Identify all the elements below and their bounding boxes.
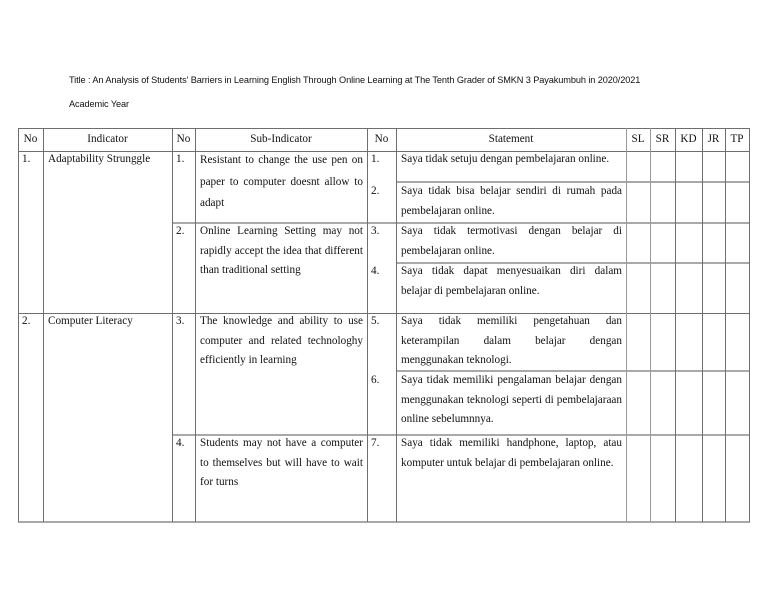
- col-border: [626, 128, 627, 522]
- statement-text: Saya tidak bisa belajar sendiri di rumah pada pembelajaran online.: [401, 185, 622, 217]
- col-border: [749, 128, 750, 522]
- statement-text: Saya tidak memiliki pengetahuan dan keterampilan dalam belajar dengan menggunakan teknologi.: [401, 315, 622, 366]
- col-border: [195, 128, 196, 522]
- sub-indicator-label: Resistant to change the use pen on paper to computer doesnt allow to adapt: [200, 154, 363, 209]
- header-kd: KD: [680, 133, 697, 145]
- indicator-no: 2.: [22, 315, 31, 327]
- statement-no: 6.: [371, 374, 380, 386]
- statement-no: 7.: [371, 437, 380, 449]
- header-no: No: [176, 133, 191, 145]
- title-line-2: Academic Year: [69, 99, 129, 109]
- indicator-no: 1.: [22, 153, 31, 165]
- col-border: [172, 128, 173, 522]
- col-border: [702, 128, 703, 522]
- header-sl: SL: [631, 133, 645, 145]
- statement-no: 2.: [371, 185, 380, 197]
- sub-indicator-label: Students may not have a computer to themselves but will have to wait for turns: [200, 437, 363, 488]
- statement-text: Saya tidak setuju dengan pembelajaran online.: [401, 153, 610, 165]
- header-jr: JR: [707, 133, 720, 145]
- header-sr: SR: [655, 133, 670, 145]
- sub-indicator-label: Online Learning Setting may not rapidly accept the idea that different than traditional setting: [200, 225, 363, 276]
- col-border: [396, 128, 397, 522]
- table-border-top: [18, 128, 750, 129]
- sub-indicator-no: 1.: [176, 153, 185, 165]
- statement-text: Saya tidak memiliki handphone, laptop, atau komputer untuk belajar di pembelajaran online.: [401, 437, 622, 469]
- statement-no: 3.: [371, 225, 380, 237]
- statement-text: Saya tidak dapat menyesuaikan diri dalam belajar di pembelajaran online.: [401, 265, 622, 297]
- col-border: [675, 128, 676, 522]
- statement-no: 4.: [371, 265, 380, 277]
- statement-no: 1.: [371, 153, 380, 165]
- indicator-label: Computer Literacy: [48, 315, 133, 327]
- header-tp: TP: [730, 133, 744, 145]
- header-no: No: [374, 133, 389, 145]
- sub-indicator-no: 3.: [176, 315, 185, 327]
- col-border: [650, 128, 651, 522]
- col-border: [43, 128, 44, 522]
- indicator-label: Adaptability Strunggle: [48, 153, 151, 165]
- sub-indicator-label: The knowledge and ability to use computer and related technologhy efficiently in learning: [200, 315, 363, 366]
- header-indicator: Indicator: [87, 133, 128, 145]
- title-line-1: Title : An Analysis of Students' Barriers in Learning English Through Online Learning at The Tenth Grader of SMKN 3 Payakumbuh in 2020/2021: [69, 75, 641, 85]
- col-border: [18, 128, 19, 522]
- statement-text: Saya tidak memiliki pengalaman belajar dengan menggunakan teknologi seperti di pembelajaraan online sebelumnnya.: [401, 374, 622, 425]
- sub-indicator-no: 4.: [176, 437, 185, 449]
- table-border-bottom: [18, 521, 750, 523]
- col-border: [725, 128, 726, 522]
- header-no: No: [23, 133, 38, 145]
- statement-text: Saya tidak termotivasi dengan belajar di pembelajaran online.: [401, 225, 622, 257]
- col-border: [367, 128, 368, 522]
- sub-indicator-no: 2.: [176, 225, 185, 237]
- statement-no: 5.: [371, 315, 380, 327]
- header-statement: Statement: [488, 133, 534, 145]
- header-sub-indicator: Sub-Indicator: [250, 133, 312, 145]
